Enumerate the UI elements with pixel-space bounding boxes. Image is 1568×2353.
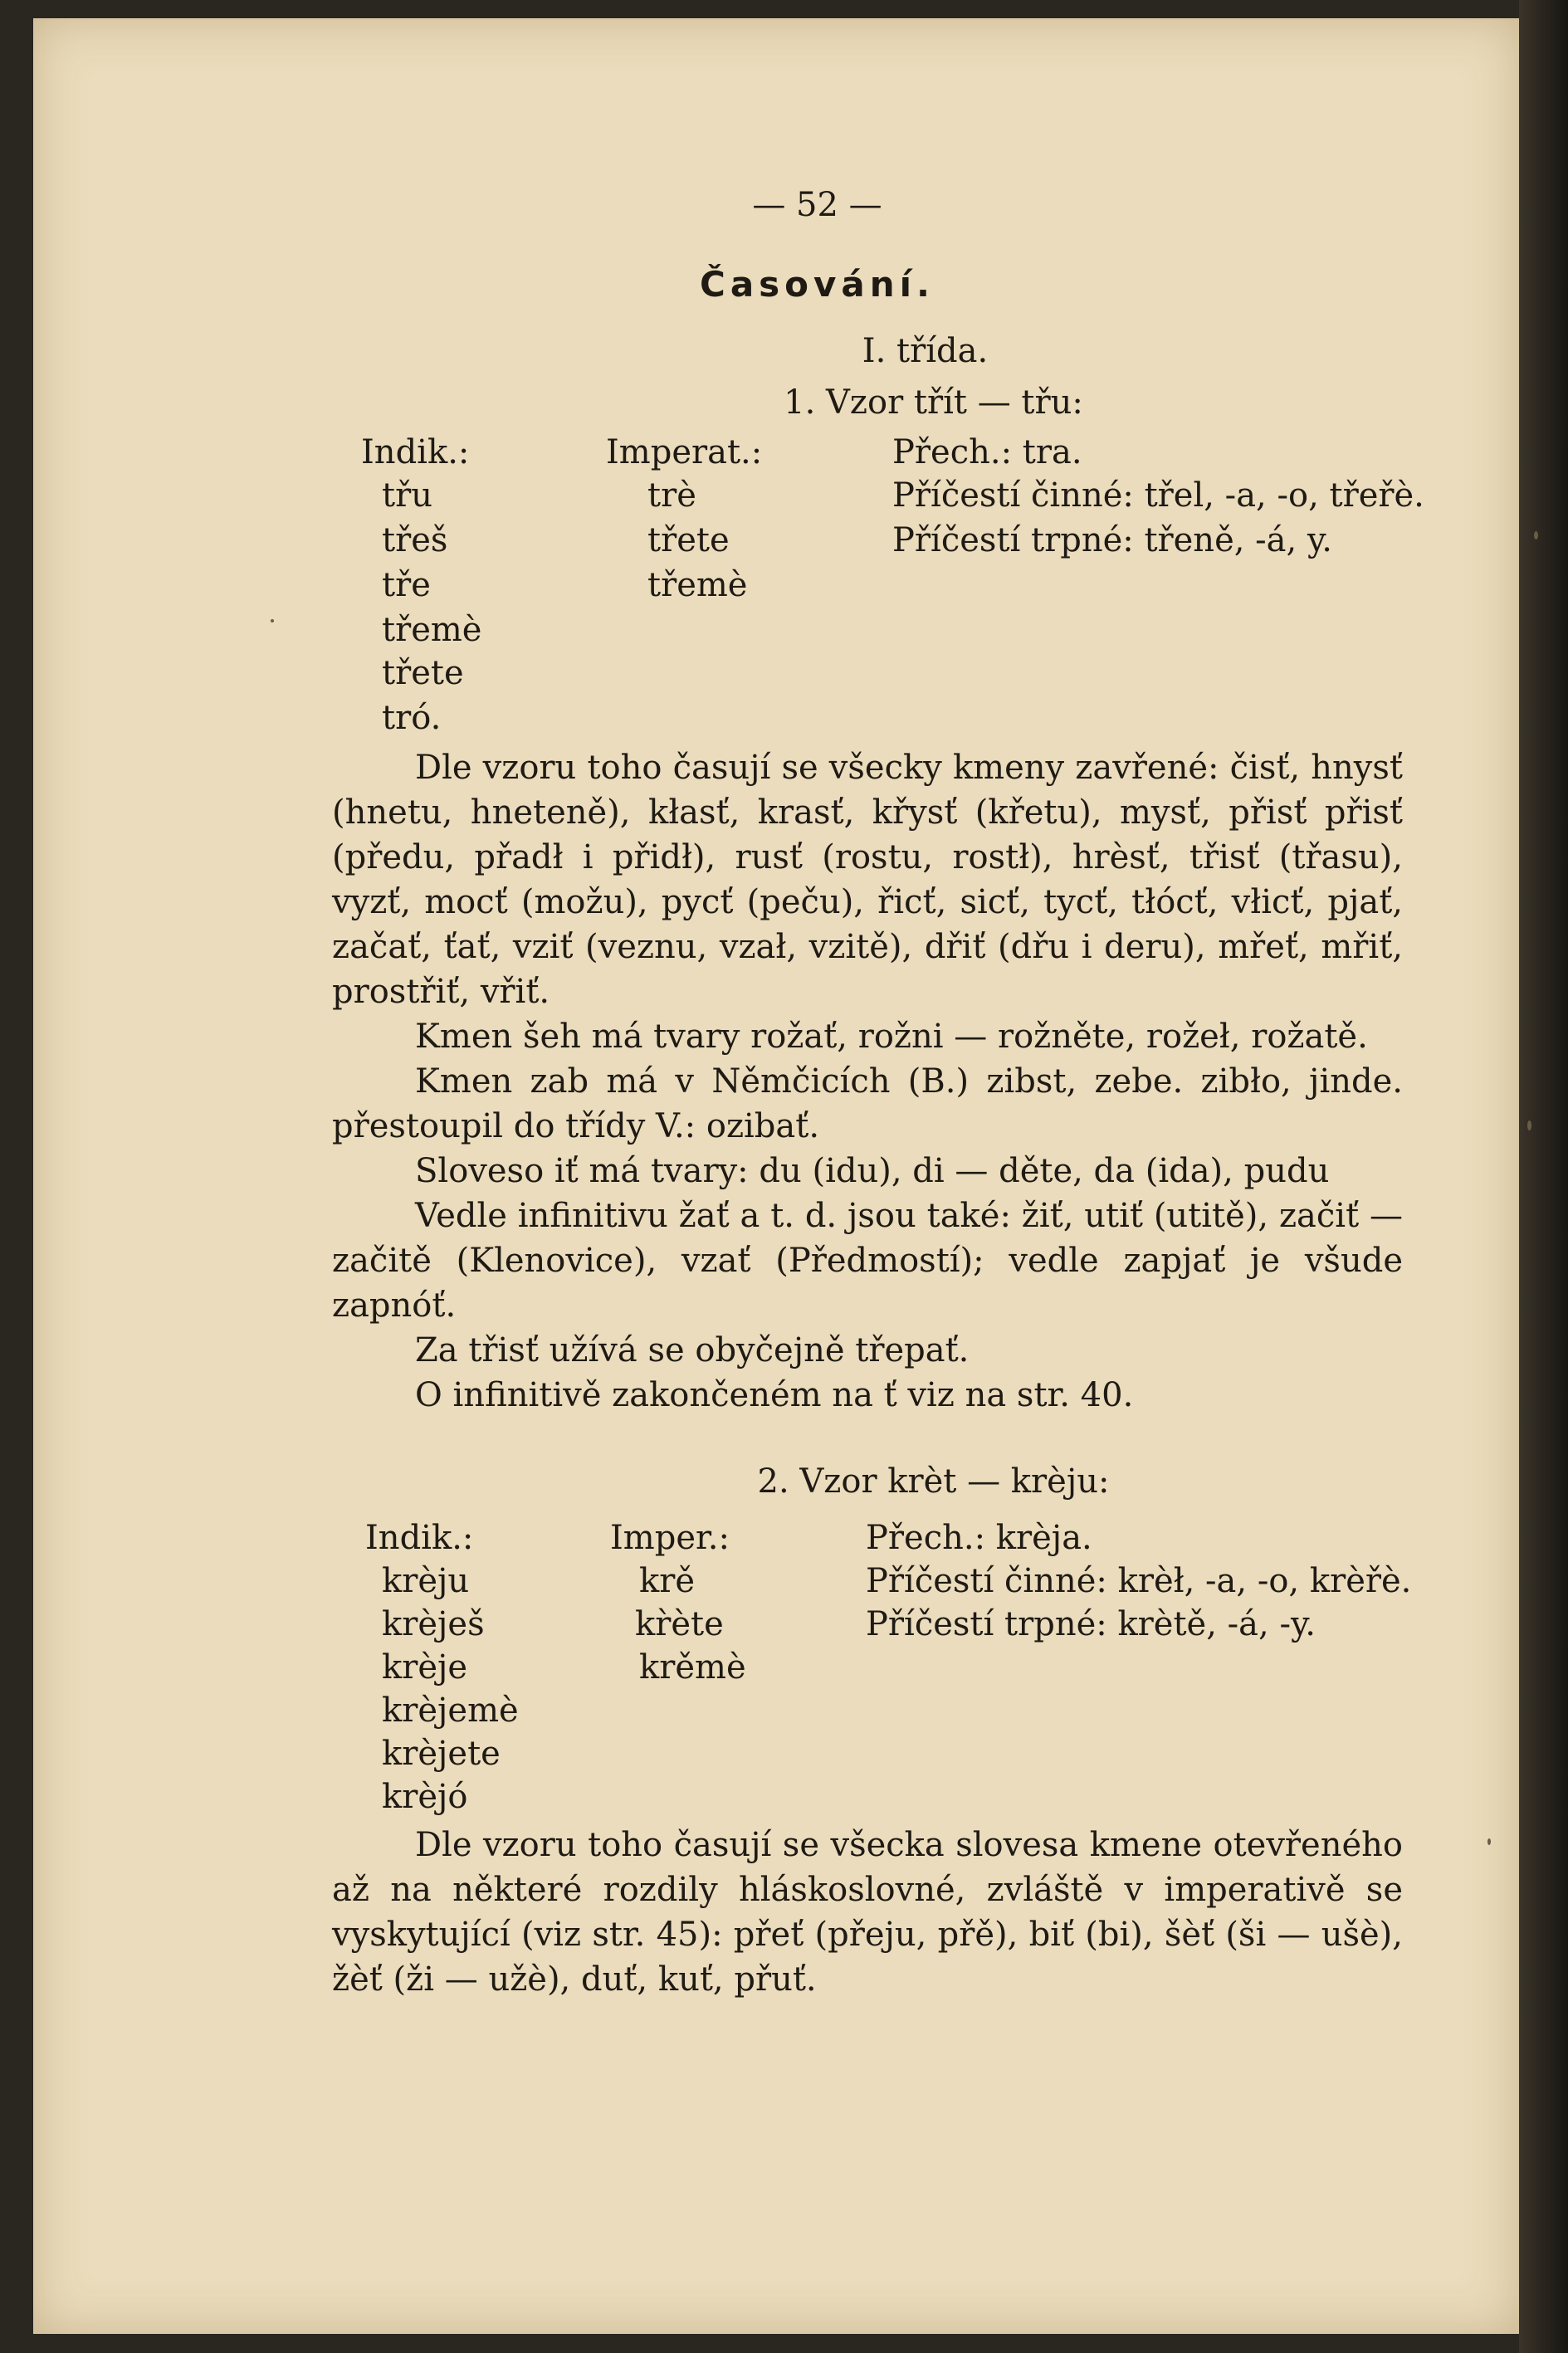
conjugation-form: třu: [382, 476, 432, 515]
conjugation-form: krèju: [382, 1562, 470, 1600]
paragraph: Za třisť užívá se obyčejně třepať.: [415, 1331, 970, 1369]
imperative-form: kr̀ète: [635, 1605, 724, 1643]
passive-participle: Příčestí trpné: třeně, -á, y.: [892, 521, 1332, 559]
paragraph: O infinitivě zakončeném na ť viz na str. 40.: [415, 1376, 1134, 1414]
paper-speck: [1534, 531, 1538, 539]
imperative-form: trè: [647, 476, 696, 515]
conjugation-form: krèjó: [382, 1778, 468, 1816]
imperative-form: krěmè: [639, 1648, 746, 1687]
imperative-form: třete: [647, 521, 730, 559]
conjugation-form: tró.: [382, 699, 442, 737]
paragraph: Kmen šeh má tvary rožať, rožni — rožněte, rožeł, rožatě.: [415, 1018, 1368, 1056]
active-participle: Příčestí činné: třel, -a, -o, třeřè.: [892, 476, 1424, 515]
transgressive: Přech.: tra.: [892, 433, 1082, 471]
section-heading: Časování.: [700, 264, 935, 305]
indicative-label: Indik.:: [361, 433, 470, 471]
class-title: I. třída.: [862, 332, 989, 370]
imperative-label: Imper.:: [610, 1519, 730, 1557]
conjugation-form: krèješ: [382, 1605, 485, 1643]
paper-speck: [271, 619, 274, 622]
active-participle: Příčestí činné: krèł, -a, -o, krèřè.: [866, 1562, 1412, 1600]
conjugation-form: krèjete: [382, 1735, 501, 1773]
paragraph: Sloveso iť má tvary: du (idu), di — děte, da (ida), pudu: [415, 1152, 1330, 1190]
paragraph: Kmen zab má v Němčicích (B.) zibst, zebe. zibło, jinde. přestoupil do třídy V.: ozibať.: [332, 1062, 1403, 1145]
imperative-form: krě: [639, 1562, 696, 1600]
transgressive: Přech.: krèja.: [866, 1519, 1092, 1557]
conjugation-form: tře: [382, 566, 431, 604]
text-block-2: [332, 1823, 1403, 2002]
conjugation-form: krèjemè: [382, 1692, 519, 1730]
imperative-form: třemè: [647, 566, 748, 604]
paper-speck: [1527, 1120, 1531, 1130]
conjugation-form: třeš: [382, 521, 448, 559]
text-block-1: [332, 745, 1403, 1418]
passive-participle: Příčestí trpné: krètě, -á, -y.: [866, 1605, 1316, 1643]
paragraph: Dle vzoru toho časují se všecky kmeny zavřené: čisť, hnysť (hnetu, hneteně), kłasť, krasť, křysť (křetu), mysť, přisť přisť (předu, přadł i přidł), rusť (rostu, rostł), hrèsť, třisť (třasu), vyzť, mocť (možu), pycť (peču), řicť, sicť, tycť, tłócť, vłicť, pjať, začať, ťať, vziť (veznu, vzał, vzitě), dřiť (dřu i deru), mřeť, mřiť, prostřiť, vřiť.: [332, 749, 1403, 1011]
conjugation-form: krèje: [382, 1648, 468, 1687]
paragraph: Vedle infinitivu žať a t. d. jsou také: žiť, utiť (utitě), začiť — začitě (Klenovice), vzať (Předmostí); vedle zapjať je všude zapnóť.: [332, 1197, 1403, 1325]
page-number: — 52 —: [752, 186, 882, 224]
pattern-title-2: 2. Vzor krèt — krèju:: [757, 1462, 1110, 1501]
conjugation-form: třete: [382, 654, 464, 692]
indicative-label: Indik.:: [365, 1519, 474, 1557]
pattern-title-1: 1. Vzor třít — třu:: [784, 383, 1083, 422]
conjugation-form: třemè: [382, 611, 482, 649]
paragraph: Dle vzoru toho časují se všecka slovesa kmene otevřeného až na některé rozdily hláskoslovné, zvláště v imperativě se vyskytující (viz str. 45): přeť (přeju, přě), biť (bi), šèť (ši — ušè), žèť (ži — užè), duť, kuť, přuť.: [332, 1826, 1403, 1999]
paper-speck: [1487, 1838, 1491, 1845]
imperative-label: Imperat.:: [606, 433, 763, 471]
